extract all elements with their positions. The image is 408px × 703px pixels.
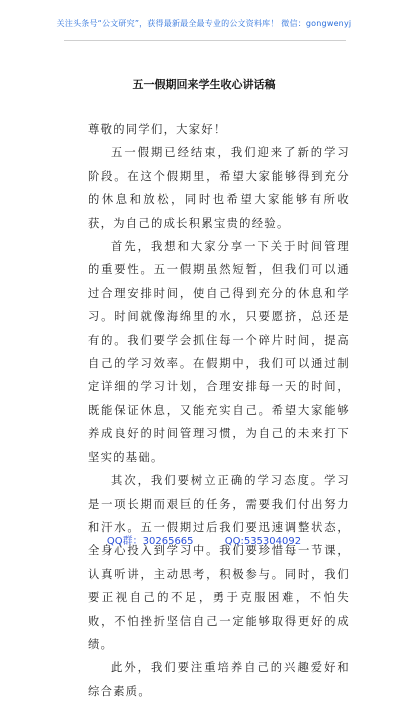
greeting: 尊敬的同学们，大家好！ [88,123,227,136]
paragraph-3: 其次，我们要树立正确的学习态度。学习是一项长期而艰巨的任务，需要我们付出努力和汗水。五一假期过后我们要迅速调整状态，全身心投入到学习中。我们要珍惜每一节课，认真听讲，主动思考，积极参与。同时，我们要正视自己的不足，勇于克服困难，不怕失败，不怕挫折坚信自己一定能够取得更好的成绩。 [88,474,350,651]
header-notice: 关注头条号“公文研究”，获得最新最全最专业的公文资料库！ 微信：gongwenyj [56,19,352,28]
qq-number: QQ:535304092 [224,536,302,547]
paragraph-2: 首先，我想和大家分享一下关于时间管理的重要性。五一假期虽然短暂，但我们可以通过合理安排时间，使自己得到充分的休息和学习。时间就像海绵里的水，只要愿挤，总还是有的。我们要学会抓住每一个碎片时间，提高自己的学习效率。在假期中，我们可以通过制定详细的学习计划，合理安排每一天的时间，既能保证休息，又能充实自己。希望大家能够养成良好的时间管理习惯，为自己的未来打下坚实的基础。 [88,240,350,464]
qq-group: QQ群：30265665 [106,536,194,547]
footer-contacts [0,532,408,547]
document-body [88,118,350,703]
paragraph-4: 此外，我们要注重培养自己的兴趣爱好和综合素质。 [88,661,350,698]
paragraph-1: 五一假期已经结束，我们迎来了新的学习阶段。在这个假期里，希望大家能够得到充分的休息和放松，同时也希望大家能够有所收获，为自己的成长积累宝贵的经验。 [88,146,350,230]
page-title: 五一假期回来学生收心讲话稿 [132,78,276,91]
header-divider [64,40,346,41]
